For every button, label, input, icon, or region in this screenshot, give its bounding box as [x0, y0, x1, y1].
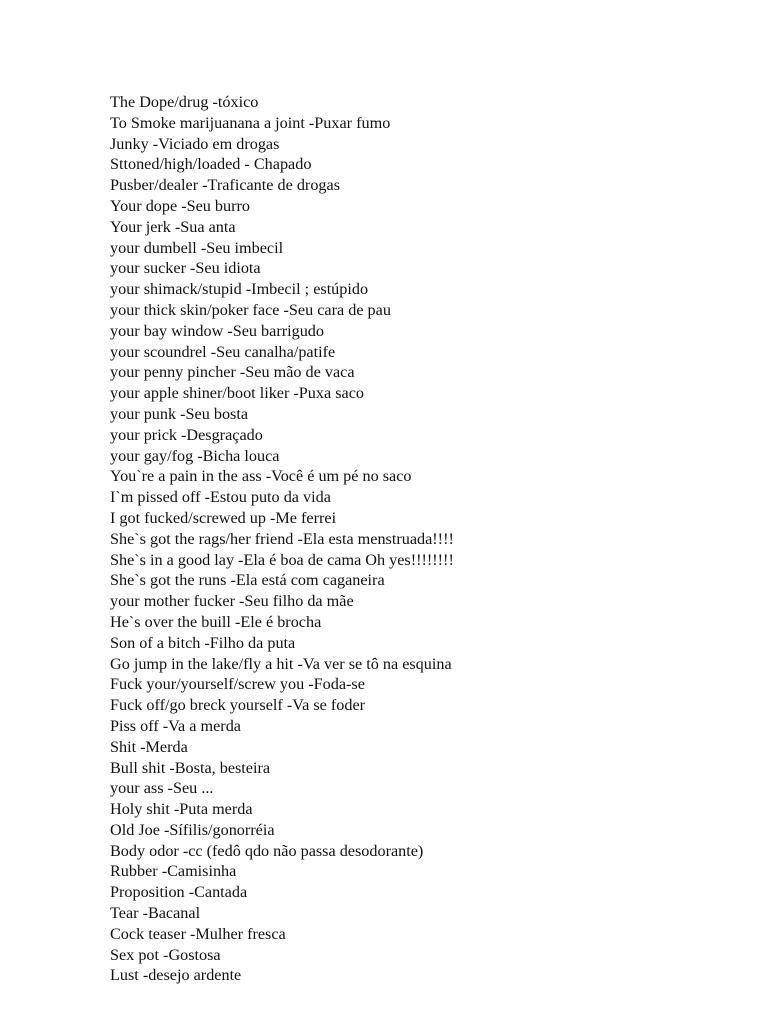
- glossary-line: Lust -desejo ardente: [110, 966, 242, 985]
- glossary-line: Go jump in the lake/fly a hit -Va ver se tô na esquina: [110, 654, 452, 673]
- glossary-line: Old Joe -Sífilis/gonorréia: [110, 820, 275, 839]
- glossary-line: She`s got the runs -Ela está com caganeira: [110, 571, 385, 590]
- glossary-line: Rubber -Camisinha: [110, 862, 237, 881]
- glossary-line: your dumbell -Seu imbecil: [110, 238, 284, 257]
- glossary-line: Pusber/dealer -Traficante de drogas: [110, 176, 340, 195]
- glossary-line: Fuck your/yourself/screw you -Foda-se: [110, 675, 365, 694]
- glossary-line: Piss off -Va a merda: [110, 716, 241, 735]
- glossary-line: She`s in a good lay -Ela é boa de cama Oh yes!!!!!!!!: [110, 550, 454, 569]
- glossary-line: Junky -Viciado em drogas: [110, 134, 280, 153]
- glossary-line: your gay/fog -Bicha louca: [110, 446, 280, 465]
- glossary-line: To Smoke marijuanana a joint -Puxar fumo: [110, 113, 391, 132]
- glossary-line: Holy shit -Puta merda: [110, 800, 253, 819]
- glossary-line: your punk -Seu bosta: [110, 404, 249, 423]
- glossary-line: your thick skin/poker face -Seu cara de pau: [110, 300, 391, 319]
- glossary-line: Fuck off/go breck yourself -Va se foder: [110, 696, 366, 715]
- glossary-line: Sttoned/high/loaded - Chapado: [110, 155, 312, 174]
- glossary-line: your mother fucker -Seu filho da mãe: [110, 592, 354, 611]
- glossary-list: [110, 92, 454, 986]
- glossary-line: your bay window -Seu barrigudo: [110, 321, 324, 340]
- glossary-line: Son of a bitch -Filho da puta: [110, 633, 296, 652]
- glossary-line: Your dope -Seu burro: [110, 196, 250, 215]
- glossary-line: your ass -Seu ...: [110, 779, 214, 798]
- glossary-line: You`re a pain in the ass -Você é um pé no saco: [110, 467, 412, 486]
- glossary-line: I`m pissed off -Estou puto da vida: [110, 488, 331, 507]
- glossary-line: He`s over the buill -Ele é brocha: [110, 612, 322, 631]
- glossary-line: Body odor -cc (fedô qdo não passa desodorante): [110, 841, 424, 860]
- glossary-line: I got fucked/screwed up -Me ferrei: [110, 508, 337, 527]
- glossary-line: your apple shiner/boot liker -Puxa saco: [110, 384, 364, 403]
- glossary-line: your shimack/stupid -Imbecil ; estúpido: [110, 280, 369, 299]
- glossary-line: Bull shit -Bosta, besteira: [110, 758, 271, 777]
- glossary-line: Tear -Bacanal: [110, 904, 201, 923]
- glossary-line: She`s got the rags/her friend -Ela esta menstruada!!!!: [110, 529, 454, 548]
- glossary-line: your penny pincher -Seu mão de vaca: [110, 363, 355, 382]
- glossary-line: Cock teaser -Mulher fresca: [110, 924, 286, 943]
- glossary-line: Your jerk -Sua anta: [110, 217, 236, 236]
- glossary-line: Shit -Merda: [110, 737, 188, 756]
- glossary-line: your scoundrel -Seu canalha/patife: [110, 342, 336, 361]
- glossary-line: Proposition -Cantada: [110, 883, 248, 902]
- glossary-line: your sucker -Seu idiota: [110, 259, 261, 278]
- glossary-line: The Dope/drug -tóxico: [110, 93, 259, 111]
- glossary-line: Sex pot -Gostosa: [110, 945, 221, 964]
- glossary-line: your prick -Desgraçado: [110, 425, 263, 444]
